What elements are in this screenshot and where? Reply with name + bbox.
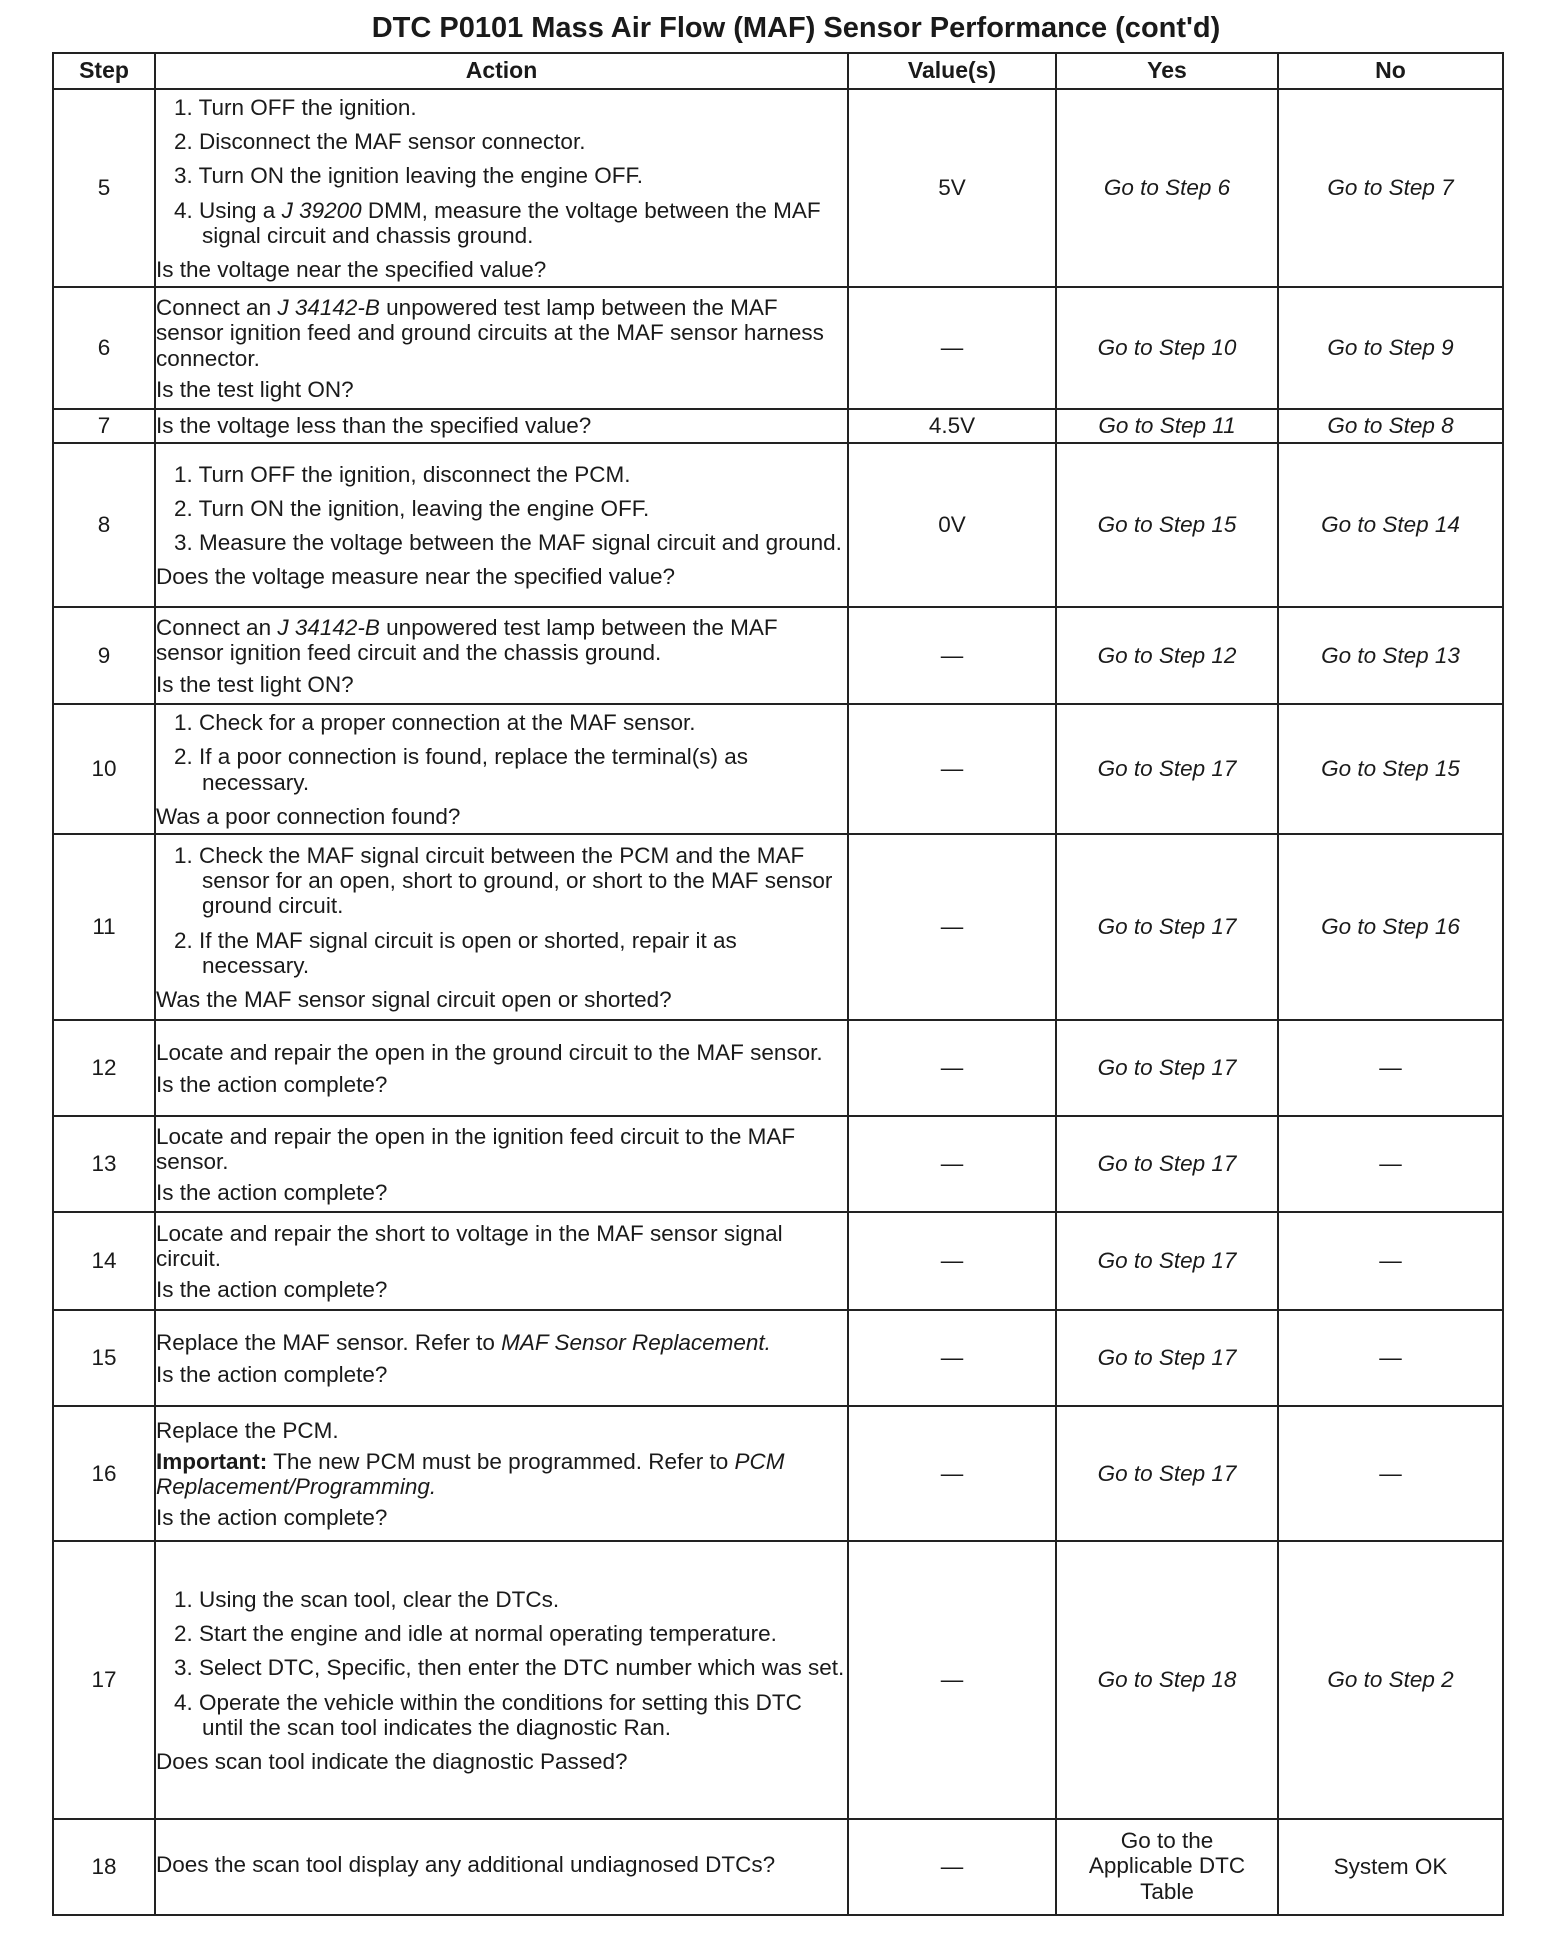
- procedure-step: 2. If the MAF signal circuit is open or shorted, repair it as necessary.: [174, 927, 737, 978]
- value-cell: —: [848, 1020, 1056, 1116]
- value-cell: —: [848, 1310, 1056, 1406]
- action-cell: [155, 1212, 848, 1310]
- procedure-step: 2. Disconnect the MAF sensor connector.: [174, 129, 586, 155]
- no-outcome: Go to Step 7: [1278, 89, 1503, 287]
- action-cell: [155, 1116, 848, 1212]
- action-text: Replace the PCM.: [156, 1417, 339, 1443]
- no-outcome: Go to Step 8: [1278, 409, 1503, 443]
- question: Is the test light ON?: [156, 671, 354, 697]
- header-values: Value(s): [848, 53, 1056, 89]
- step-number: 16: [53, 1406, 155, 1541]
- question: Does the voltage measure near the specified value?: [156, 564, 676, 590]
- yes-outcome: Go to Step 17: [1056, 1406, 1278, 1541]
- value-cell: —: [848, 607, 1056, 704]
- yes-outcome: Go to Step 10: [1056, 287, 1278, 409]
- action-cell: [155, 1819, 848, 1915]
- value-cell: —: [848, 1819, 1056, 1915]
- action-cell: [155, 607, 848, 704]
- no-outcome: Go to Step 9: [1278, 287, 1503, 409]
- yes-outcome: Go to Step 18: [1056, 1541, 1278, 1819]
- table-row: [53, 1310, 1503, 1406]
- action-cell: [155, 409, 848, 443]
- value-cell: —: [848, 1406, 1056, 1541]
- procedure-step: 3. Measure the voltage between the MAF signal circuit and ground.: [174, 530, 842, 555]
- header-action: Action: [155, 53, 848, 89]
- step-number: 18: [53, 1819, 155, 1915]
- action-cell: [155, 1310, 848, 1406]
- yes-outcome: Go to Step 17: [1056, 1310, 1278, 1406]
- procedure-step: 3. Turn ON the ignition leaving the engine OFF.: [174, 163, 644, 189]
- question: Is the action complete?: [156, 1277, 388, 1303]
- action-cell: [155, 89, 848, 287]
- step-number: 8: [53, 443, 155, 607]
- important-label: Important:: [156, 1448, 268, 1474]
- procedure-step: 1. Turn OFF the ignition.: [174, 94, 417, 120]
- yes-outcome: Go to Step 15: [1056, 443, 1278, 607]
- action-cell: [155, 834, 848, 1020]
- value-cell: —: [848, 1116, 1056, 1212]
- step-number: 5: [53, 89, 155, 287]
- question: Does the scan tool display any additional undiagnosed DTCs?: [156, 1851, 776, 1877]
- yes-outcome: Go to Step 17: [1056, 1116, 1278, 1212]
- no-outcome: —: [1278, 1406, 1503, 1541]
- action-cell: [155, 1406, 848, 1541]
- question: Is the action complete?: [156, 1505, 388, 1531]
- no-outcome: Go to Step 2: [1278, 1541, 1503, 1819]
- procedure-step: 4. Using a J 39200 DMM, measure the voltage between the MAF signal circuit and chassis ground.: [174, 197, 821, 248]
- action-text: Replace the MAF sensor. Refer to MAF Sensor Replacement.: [156, 1330, 771, 1356]
- no-outcome: System OK: [1278, 1819, 1503, 1915]
- no-outcome: —: [1278, 1116, 1503, 1212]
- page-title: DTC P0101 Mass Air Flow (MAF) Sensor Performance (cont'd): [371, 12, 1221, 44]
- action-cell: [155, 1020, 848, 1116]
- tool-reference: J 39200: [281, 197, 362, 223]
- step-number: 7: [53, 409, 155, 443]
- action-cell: [155, 704, 848, 834]
- value-cell: 0V: [848, 443, 1056, 607]
- value-cell: —: [848, 704, 1056, 834]
- question: Is the action complete?: [156, 1071, 388, 1097]
- question: Was a poor connection found?: [156, 803, 461, 829]
- procedure-step: 4. Operate the vehicle within the conditions for setting this DTC until the scan tool indicates the diagnostic Ran.: [174, 1689, 802, 1740]
- action-text: Connect an J 34142-B unpowered test lamp between the MAF sensor ignition feed and ground circuits at the MAF sensor harness connector.: [156, 295, 824, 371]
- yes-outcome: Go to Step 17: [1056, 834, 1278, 1020]
- step-number: 9: [53, 607, 155, 704]
- action-cell: [155, 1541, 848, 1819]
- action-text: Locate and repair the open in the ground circuit to the MAF sensor.: [156, 1040, 823, 1066]
- question: Is the test light ON?: [156, 376, 354, 402]
- yes-outcome: Go to Step 17: [1056, 704, 1278, 834]
- step-number: 17: [53, 1541, 155, 1819]
- yes-outcome: Go to Step 6: [1056, 89, 1278, 287]
- table-row: [53, 1116, 1503, 1212]
- tool-reference: J 34142-B: [277, 615, 380, 641]
- question: Is the action complete?: [156, 1180, 388, 1206]
- table-row: [53, 834, 1503, 1020]
- yes-outcome: Go to the Applicable DTC Table: [1056, 1819, 1278, 1915]
- table-row: [53, 1541, 1503, 1819]
- value-cell: —: [848, 834, 1056, 1020]
- yes-outcome: Go to Step 12: [1056, 607, 1278, 704]
- header-yes: Yes: [1056, 53, 1278, 89]
- yes-outcome: Go to Step 17: [1056, 1212, 1278, 1310]
- header-step: Step: [53, 53, 155, 89]
- question: Does scan tool indicate the diagnostic Passed?: [156, 1748, 628, 1774]
- step-number: 14: [53, 1212, 155, 1310]
- yes-outcome: Go to Step 17: [1056, 1020, 1278, 1116]
- tool-reference: J 34142-B: [277, 295, 380, 321]
- no-outcome: —: [1278, 1310, 1503, 1406]
- action-text: Locate and repair the open in the ignition feed circuit to the MAF sensor.: [156, 1123, 796, 1174]
- procedure-reference: PCM Replacement/Programming.: [156, 1448, 785, 1499]
- no-outcome: Go to Step 14: [1278, 443, 1503, 607]
- action-cell: [155, 443, 848, 607]
- procedure-step: 2. Turn ON the ignition, leaving the engine OFF.: [174, 495, 650, 521]
- table-row: [53, 1212, 1503, 1310]
- value-cell: —: [848, 1541, 1056, 1819]
- no-outcome: —: [1278, 1212, 1503, 1310]
- procedure-step: 3. Select DTC, Specific, then enter the DTC number which was set.: [174, 1655, 845, 1681]
- no-outcome: Go to Step 15: [1278, 704, 1503, 834]
- table-row: [53, 607, 1503, 704]
- table-row: [53, 704, 1503, 834]
- value-cell: —: [848, 287, 1056, 409]
- step-number: 10: [53, 704, 155, 834]
- step-number: 13: [53, 1116, 155, 1212]
- table-row: [53, 409, 1503, 443]
- no-outcome: Go to Step 16: [1278, 834, 1503, 1020]
- action-text: Locate and repair the short to voltage in the MAF sensor signal circuit.: [156, 1220, 783, 1271]
- table-row: [53, 443, 1503, 607]
- procedure-step: 1. Check for a proper connection at the MAF sensor.: [174, 710, 696, 736]
- value-cell: 4.5V: [848, 409, 1056, 443]
- step-number: 12: [53, 1020, 155, 1116]
- action-cell: [155, 287, 848, 409]
- action-text: Connect an J 34142-B unpowered test lamp between the MAF sensor ignition feed circuit and the chassis ground.: [156, 615, 778, 666]
- table-row: [53, 1406, 1503, 1541]
- table-row: [53, 1819, 1503, 1915]
- procedure-step: 2. Start the engine and idle at normal operating temperature.: [174, 1621, 777, 1647]
- table-header-row: [53, 53, 1503, 89]
- question: Is the voltage less than the specified value?: [156, 413, 592, 439]
- no-outcome: Go to Step 13: [1278, 607, 1503, 704]
- step-number: 11: [53, 834, 155, 1020]
- question: Is the voltage near the specified value?: [156, 256, 547, 282]
- value-cell: 5V: [848, 89, 1056, 287]
- step-number: 15: [53, 1310, 155, 1406]
- procedure-step: 1. Turn OFF the ignition, disconnect the PCM.: [174, 461, 631, 487]
- procedure-step: 1. Check the MAF signal circuit between the PCM and the MAF sensor for an open, short to ground, or short to the MAF sensor ground circuit.: [174, 842, 833, 919]
- procedure-step: 2. If a poor connection is found, replace the terminal(s) as necessary.: [174, 744, 749, 795]
- yes-outcome: Go to Step 11: [1056, 409, 1278, 443]
- step-number: 6: [53, 287, 155, 409]
- question: Was the MAF sensor signal circuit open or shorted?: [156, 986, 672, 1012]
- table-row: [53, 287, 1503, 409]
- procedure-step: 1. Using the scan tool, clear the DTCs.: [174, 1586, 560, 1612]
- value-cell: —: [848, 1212, 1056, 1310]
- question: Is the action complete?: [156, 1361, 388, 1387]
- no-outcome: —: [1278, 1020, 1503, 1116]
- table-row: [53, 1020, 1503, 1116]
- table-row: [53, 89, 1503, 287]
- header-no: No: [1278, 53, 1503, 89]
- diagnostic-table: [52, 52, 1504, 1916]
- procedure-reference: MAF Sensor Replacement.: [501, 1330, 771, 1356]
- important-note: Important: The new PCM must be programmed. Refer to PCM Replacement/Programming.: [156, 1448, 785, 1499]
